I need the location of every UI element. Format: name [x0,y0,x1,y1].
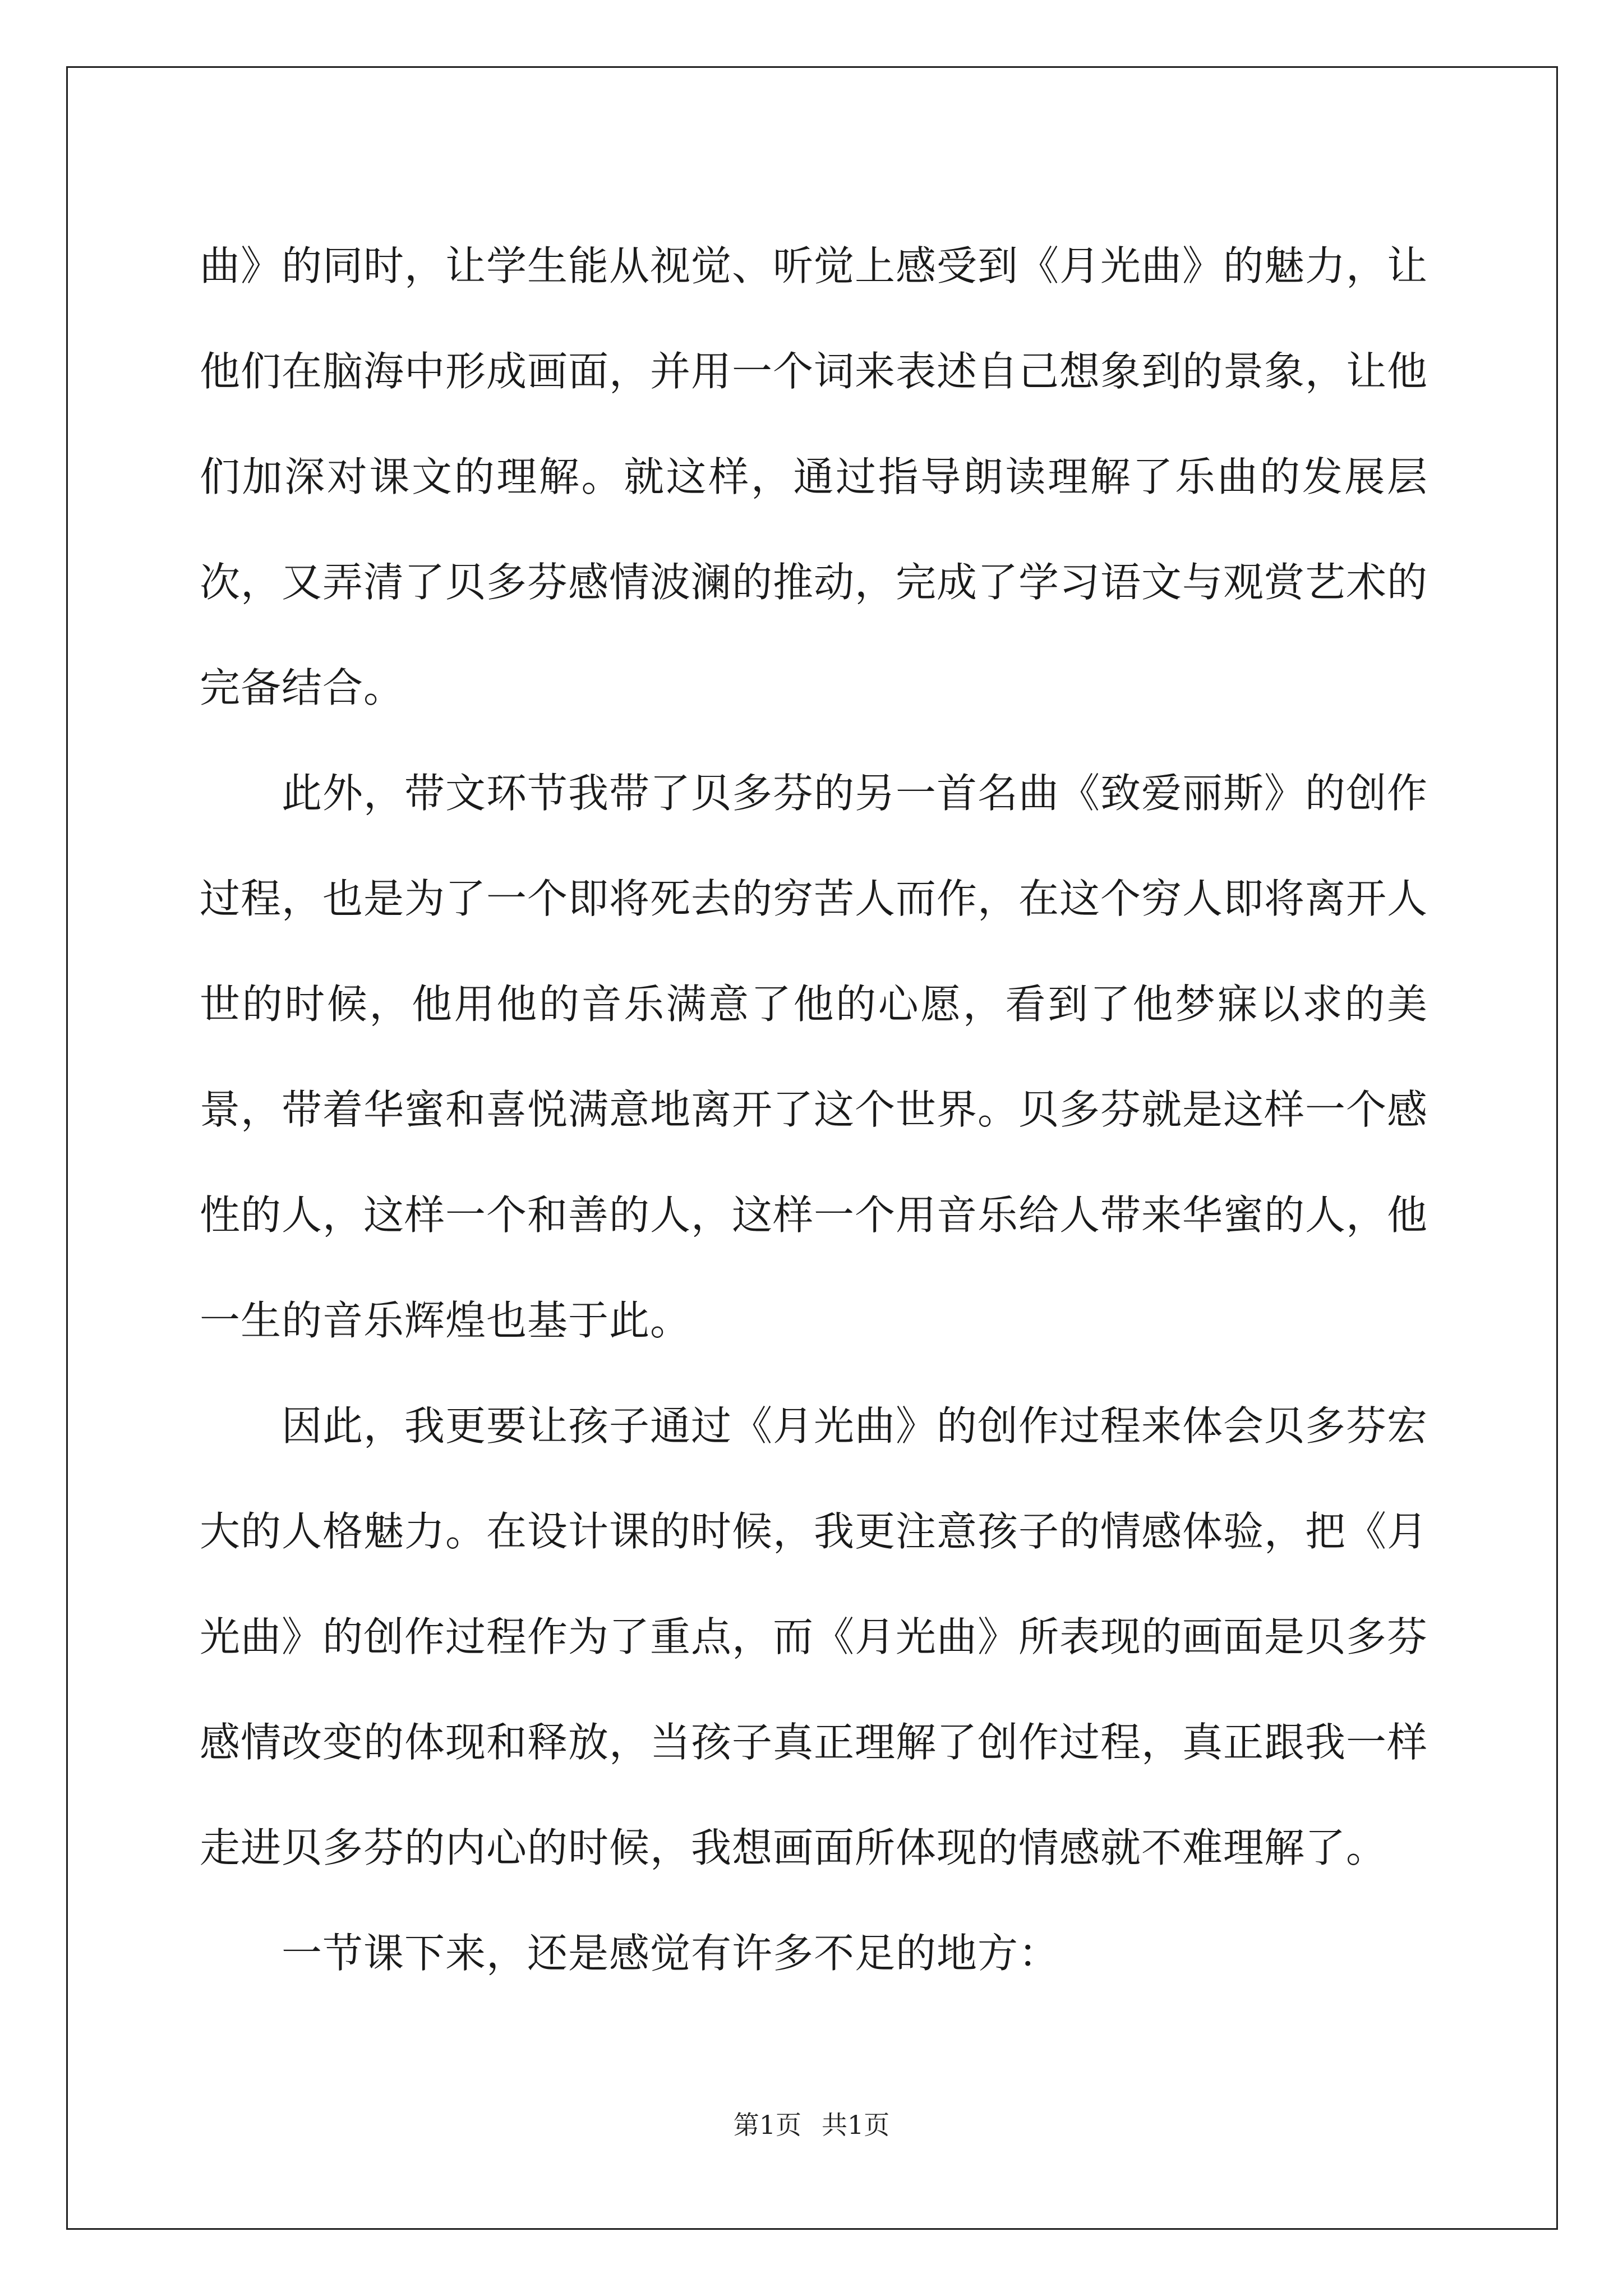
paragraph: 一节课下来，还是感觉有许多不足的地方： [282,1930,1060,1977]
paragraph: 因此，我更要让孩子通过《月光曲》的创作过程来体会贝多芬宏大的人格魅力。在设计课的时候，我更注意孩子的情感体验，把《月光曲》的创作过程作为了重点，而《月光曲》所表现的画面是贝多芬感情改变的体现和释放，当孩子真正理解了创作过程，真正跟我一样走进贝多芬的内心的时候，我想画面所体现的情感就不难理解了。 [200,1402,1428,1871]
page-total: 共1页 [822,2110,890,2140]
document-body [200,213,1428,2006]
paragraph: 此外，带文环节我带了贝多芬的另一首名曲《致爱丽斯》的创作过程，也是为了一个即将死去的穷苦人而作，在这个穷人即将离开人世的时候，他用他的音乐满意了他的心愿，看到了他梦寐以求的美景，带着华蜜和喜悦满意地离开了这个世界。贝多芬就是这样一个感性的人，这样一个和善的人，这样一个用音乐给人带来华蜜的人，他一生的音乐辉煌也基于此。 [200,770,1428,1344]
page-number: 第1页 [733,2110,801,2140]
paragraph: 曲》的同时，让学生能从视觉、听觉上感受到《月光曲》的魅力，让他们在脑海中形成画面，并用一个词来表述自己想象到的景象，让他们加深对课文的理解。就这样，通过指导朗读理解了乐曲的发展层次，又弄清了贝多芬感情波澜的推动，完成了学习语文与观赏艺术的完备结合。 [200,242,1428,711]
page-footer [0,2105,1623,2142]
